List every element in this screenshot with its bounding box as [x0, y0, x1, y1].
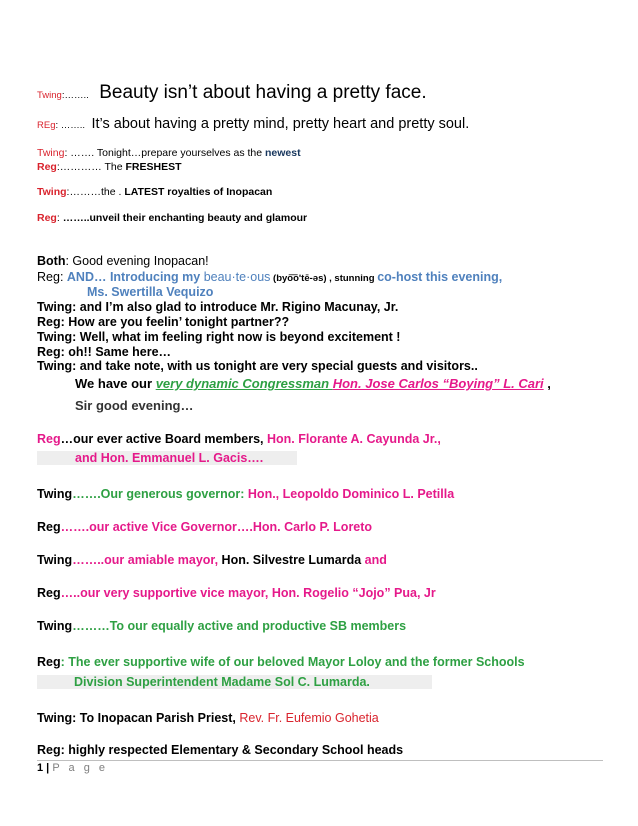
wife-line-2: Division Superintendent Madame Sol C. Lumarda. [37, 675, 432, 689]
mayor-line: Twing……..our amiable mayor, Hon. Silvestre Lumarda and [37, 553, 387, 567]
congressman-line: We have our very dynamic Congressman Hon. Jose Carlos “Boying” L. Cari , [75, 376, 551, 391]
heads-line: Reg: highly respected Elementary & Secondary School heads [37, 743, 404, 757]
board-line-2: and Hon. Emmanuel L. Gacis…. [37, 451, 297, 465]
line-6: Reg: ……..unveil their enchanting beauty and glamour [37, 212, 308, 224]
page-label: P a g e [52, 762, 108, 774]
footer-rule [37, 760, 603, 761]
vice-governor-line: Reg…….our active Vice Governor….Hon. Carlo P. Loreto [37, 520, 373, 534]
board-line: Reg…our ever active Board members, Hon. Florante A. Cayunda Jr., [37, 432, 441, 446]
line-text: It’s about having a pretty mind, pretty heart and pretty soul. [91, 116, 470, 132]
twing-line-12: Twing: and take note, with us tonight are very special guests and visitors.. [37, 359, 478, 373]
wife-line: Reg: The ever supportive wife of our beloved Mayor Loloy and the former Schools [37, 655, 525, 669]
speaker: Twing [37, 90, 62, 101]
line-text: Beauty isn’t about having a pretty face. [99, 82, 427, 103]
vice-mayor-line: Reg…..our very supportive vice mayor, Hon. Rogelio “Jojo” Pua, Jr [37, 586, 436, 600]
reg-line-9: Reg: How are you feelin’ tonight partner?? [37, 315, 290, 329]
sb-line: Twing………To our equally active and productive SB members [37, 619, 407, 633]
sir-line: Sir good evening… [75, 398, 194, 413]
reg-line-11: Reg: oh!! Same here… [37, 345, 172, 359]
line-4: Reg:………… The FRESHEST [37, 161, 182, 173]
line-2: REg: …….. It’s about having a pretty mind, pretty heart and pretty soul. [37, 116, 470, 132]
cohost-name: Ms. Swertilla Vequizo [87, 285, 214, 299]
both-line: Both: Good evening Inopacan! [37, 254, 209, 268]
page-footer: 1 | P a g e [37, 762, 108, 774]
twing-line-10: Twing: Well, what im feeling right now is beyond excitement ! [37, 330, 401, 344]
twing-line-8: Twing: and I’m also glad to introduce Mr. Rigino Macunay, Jr. [37, 300, 399, 314]
line-1: Twing:…….. Beauty isn’t about having a pretty face. [37, 82, 427, 103]
intro-line: Reg: AND… Introducing my beau·te·ous (byo͞oʹtē-əs) , stunning co-host this evening, [37, 270, 503, 284]
governor-line: Twing…….Our generous governor: Hon., Leopoldo Dominico L. Petilla [37, 487, 455, 501]
page-number: 1 [37, 762, 44, 774]
line-3: Twing: ……. Tonight…prepare yourselves as the newest [37, 147, 301, 159]
speaker: REg [37, 120, 56, 131]
priest-line: Twing: To Inopacan Parish Priest, Rev. Fr. Eufemio Gohetia [37, 711, 379, 725]
line-5: Twing:………the . LATEST royalties of Inopacan [37, 186, 273, 198]
